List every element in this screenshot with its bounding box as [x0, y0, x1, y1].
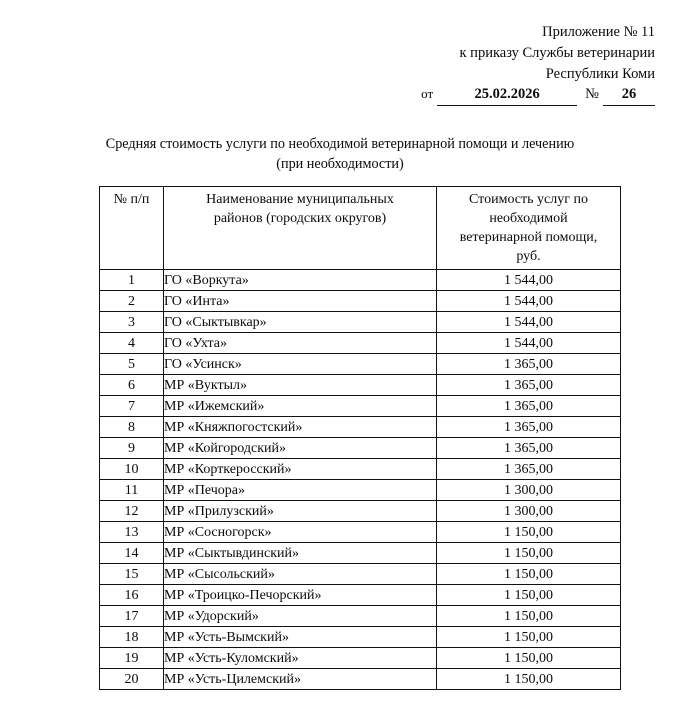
service-price-cell: 1 150,00: [437, 543, 621, 564]
table-row: [100, 438, 621, 459]
service-price-cell: 1 150,00: [437, 648, 621, 669]
pricing-table-container: [99, 186, 620, 690]
service-price-cell: 1 544,00: [437, 270, 621, 291]
page-title-line-2: (при необходимости): [276, 156, 404, 172]
row-number-cell: 5: [100, 354, 164, 375]
column-header-price-line-4: руб.: [516, 249, 541, 264]
municipality-name-cell: МР «Удорский»: [164, 606, 437, 627]
table-row: [100, 480, 621, 501]
municipality-name-cell: МР «Сысольский»: [164, 564, 437, 585]
pricing-table-body: [100, 270, 621, 690]
row-number-cell: 4: [100, 333, 164, 354]
municipality-name-cell: МР «Сыктывдинский»: [164, 543, 437, 564]
table-row: [100, 543, 621, 564]
service-price-cell: 1 150,00: [437, 669, 621, 690]
row-number-cell: 16: [100, 585, 164, 606]
row-number-cell: 10: [100, 459, 164, 480]
municipality-name-cell: ГО «Воркута»: [164, 270, 437, 291]
table-row: [100, 564, 621, 585]
table-row: [100, 375, 621, 396]
municipality-name-cell: ГО «Ухта»: [164, 333, 437, 354]
column-header-municipality-line-2: районов (городских округов): [213, 211, 387, 226]
municipality-name-cell: ГО «Инта»: [164, 291, 437, 312]
column-header-price-line-3: ветеринарной помощи,: [459, 230, 598, 245]
column-header-number: [100, 187, 164, 270]
page-title: [92, 134, 588, 174]
row-number-cell: 6: [100, 375, 164, 396]
row-number-cell: 15: [100, 564, 164, 585]
municipality-name-cell: МР «Троицко-Печорский»: [164, 585, 437, 606]
row-number-cell: 14: [100, 543, 164, 564]
table-row: [100, 459, 621, 480]
municipality-name-cell: МР «Княжпогостский»: [164, 417, 437, 438]
municipality-name-cell: МР «Корткеросский»: [164, 459, 437, 480]
row-number-cell: 9: [100, 438, 164, 459]
municipality-name-cell: МР «Вуктыл»: [164, 375, 437, 396]
service-price-cell: 1 544,00: [437, 291, 621, 312]
row-number-cell: 11: [100, 480, 164, 501]
table-row: [100, 291, 621, 312]
service-price-cell: 1 365,00: [437, 354, 621, 375]
order-from-label: от: [421, 86, 434, 101]
table-header-row: [100, 187, 621, 270]
service-price-cell: 1 150,00: [437, 522, 621, 543]
appendix-header-line-1: Приложение № 11: [542, 24, 655, 40]
municipality-name-cell: МР «Усть-Цилемский»: [164, 669, 437, 690]
service-price-cell: 1 300,00: [437, 501, 621, 522]
row-number-cell: 2: [100, 291, 164, 312]
table-row: [100, 396, 621, 417]
pricing-table-head: [100, 187, 621, 270]
table-row: [100, 648, 621, 669]
table-row: [100, 606, 621, 627]
order-number-label: №: [585, 86, 599, 102]
municipality-name-cell: МР «Прилузский»: [164, 501, 437, 522]
service-price-cell: 1 150,00: [437, 606, 621, 627]
service-price-cell: 1 365,00: [437, 396, 621, 417]
municipality-name-cell: ГО «Усинск»: [164, 354, 437, 375]
column-header-price-line-1: Стоимость услуг по: [469, 192, 588, 207]
row-number-cell: 13: [100, 522, 164, 543]
row-number-cell: 3: [100, 312, 164, 333]
table-row: [100, 501, 621, 522]
column-header-price: [437, 187, 621, 270]
municipality-name-cell: МР «Усть-Куломский»: [164, 648, 437, 669]
page-title-line-1: Средняя стоимость услуги по необходимой ветеринарной помощи и лечению: [105, 136, 575, 152]
service-price-cell: 1 365,00: [437, 459, 621, 480]
table-row: [100, 354, 621, 375]
table-row: [100, 312, 621, 333]
municipality-name-cell: МР «Ижемский»: [164, 396, 437, 417]
row-number-cell: 20: [100, 669, 164, 690]
service-price-cell: 1 150,00: [437, 564, 621, 585]
service-price-cell: 1 365,00: [437, 438, 621, 459]
row-number-cell: 19: [100, 648, 164, 669]
column-header-number-text: № п/п: [113, 192, 150, 207]
service-price-cell: 1 365,00: [437, 375, 621, 396]
service-price-cell: 1 544,00: [437, 312, 621, 333]
municipality-name-cell: ГО «Сыктывкар»: [164, 312, 437, 333]
row-number-cell: 17: [100, 606, 164, 627]
table-row: [100, 522, 621, 543]
order-reference-line: [320, 84, 655, 106]
column-header-price-line-2: необходимой: [489, 211, 568, 226]
row-number-cell: 7: [100, 396, 164, 417]
order-date-value: 25.02.2026: [437, 84, 577, 106]
service-price-cell: 1 365,00: [437, 417, 621, 438]
table-row: [100, 585, 621, 606]
municipality-name-cell: МР «Койгородский»: [164, 438, 437, 459]
table-row: [100, 627, 621, 648]
row-number-cell: 12: [100, 501, 164, 522]
column-header-municipality-line-1: Наименование муниципальных: [206, 192, 394, 207]
table-row: [100, 417, 621, 438]
pricing-table: [99, 186, 621, 690]
table-row: [100, 270, 621, 291]
appendix-header-line-3: Республики Коми: [545, 66, 655, 82]
table-row: [100, 669, 621, 690]
row-number-cell: 8: [100, 417, 164, 438]
municipality-name-cell: МР «Сосногорск»: [164, 522, 437, 543]
order-number-value: 26: [603, 84, 655, 106]
municipality-name-cell: МР «Печора»: [164, 480, 437, 501]
appendix-header: [320, 22, 655, 85]
municipality-name-cell: МР «Усть-Вымский»: [164, 627, 437, 648]
service-price-cell: 1 150,00: [437, 585, 621, 606]
row-number-cell: 18: [100, 627, 164, 648]
service-price-cell: 1 300,00: [437, 480, 621, 501]
table-row: [100, 333, 621, 354]
appendix-header-line-2: к приказу Службы ветеринарии: [459, 45, 655, 61]
column-header-municipality: [164, 187, 437, 270]
service-price-cell: 1 544,00: [437, 333, 621, 354]
row-number-cell: 1: [100, 270, 164, 291]
service-price-cell: 1 150,00: [437, 627, 621, 648]
